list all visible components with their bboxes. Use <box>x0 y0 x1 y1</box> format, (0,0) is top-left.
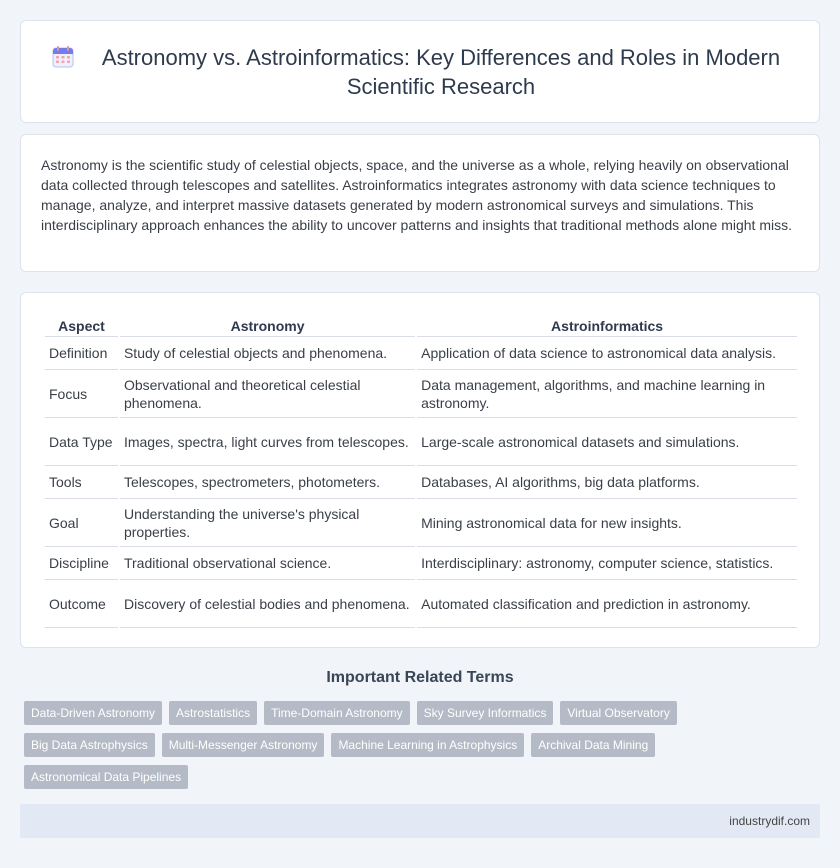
term-tag[interactable]: Big Data Astrophysics <box>24 733 155 757</box>
cell-astronomy: Telescopes, spectrometers, photometers. <box>120 466 415 499</box>
term-tag[interactable]: Multi-Messenger Astronomy <box>162 733 325 757</box>
cell-astronomy: Discovery of celestial bodies and phenomena. <box>120 580 415 628</box>
cell-aspect: Definition <box>45 337 118 370</box>
cell-aspect: Focus <box>45 370 118 418</box>
comparison-table <box>43 315 799 628</box>
cell-astronomy: Study of celestial objects and phenomena. <box>120 337 415 370</box>
cell-aspect: Data Type <box>45 418 118 466</box>
table-row <box>45 370 797 418</box>
cell-astroinformatics: Mining astronomical data for new insights. <box>417 499 797 547</box>
page-title: Astronomy vs. Astroinformatics: Key Differences and Roles in Modern Scientific Research <box>101 44 781 99</box>
term-tag[interactable]: Sky Survey Informatics <box>417 701 554 725</box>
cell-astronomy: Observational and theoretical celestial phenomena. <box>120 370 415 418</box>
cell-astronomy: Traditional observational science. <box>120 547 415 580</box>
intro-paragraph: Astronomy is the scientific study of celestial objects, space, and the universe as a whole, relying heavily on observational data collected through telescopes and satellites. Astroinformatics integrates astronomy with data science techniques to manage, analyze, and interpret massive datasets generated by modern astronomical surveys and simulations. This interdisciplinary approach enhances the ability to uncover patterns and insights that traditional methods alone might miss. <box>41 157 792 233</box>
cell-astroinformatics: Databases, AI algorithms, big data platforms. <box>417 466 797 499</box>
term-tag[interactable]: Archival Data Mining <box>531 733 655 757</box>
footer-site-link[interactable]: industrydif.com <box>729 814 810 828</box>
comparison-card <box>20 292 820 648</box>
table-row <box>45 337 797 370</box>
cell-aspect: Tools <box>45 466 118 499</box>
term-tag[interactable]: Astronomical Data Pipelines <box>24 765 188 789</box>
table-row <box>45 418 797 466</box>
cell-astroinformatics: Large-scale astronomical datasets and simulations. <box>417 418 797 466</box>
related-terms-list <box>24 701 814 789</box>
table-row <box>45 499 797 547</box>
title-card <box>20 20 820 123</box>
table-row <box>45 547 797 580</box>
table-row <box>45 580 797 628</box>
cell-astronomy: Images, spectra, light curves from telescopes. <box>120 418 415 466</box>
term-tag[interactable]: Machine Learning in Astrophysics <box>331 733 524 757</box>
table-row <box>45 466 797 499</box>
header-aspect: Aspect <box>45 315 118 337</box>
cell-aspect: Discipline <box>45 547 118 580</box>
calendar-icon <box>51 45 75 69</box>
related-terms-title: Important Related Terms <box>326 669 514 686</box>
term-tag[interactable]: Astrostatistics <box>169 701 257 725</box>
table-header-row <box>45 315 797 337</box>
footer <box>20 804 820 838</box>
cell-astroinformatics: Data management, algorithms, and machine learning in astronomy. <box>417 370 797 418</box>
header-astroinformatics: Astroinformatics <box>417 315 797 337</box>
term-tag[interactable]: Data-Driven Astronomy <box>24 701 162 725</box>
cell-astroinformatics: Interdisciplinary: astronomy, computer science, statistics. <box>417 547 797 580</box>
cell-astroinformatics: Application of data science to astronomical data analysis. <box>417 337 797 370</box>
header-astronomy: Astronomy <box>120 315 415 337</box>
cell-aspect: Outcome <box>45 580 118 628</box>
intro-card <box>20 134 820 272</box>
term-tag[interactable]: Virtual Observatory <box>560 701 677 725</box>
cell-aspect: Goal <box>45 499 118 547</box>
cell-astronomy: Understanding the universe's physical properties. <box>120 499 415 547</box>
cell-astroinformatics: Automated classification and prediction in astronomy. <box>417 580 797 628</box>
term-tag[interactable]: Time-Domain Astronomy <box>264 701 410 725</box>
